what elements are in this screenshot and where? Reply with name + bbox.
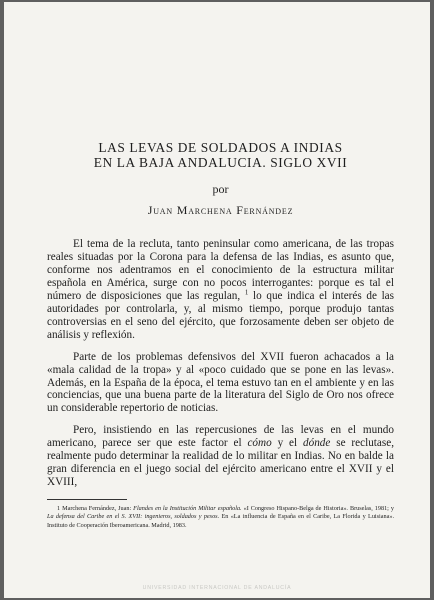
author-name: Juan Marchena Fernández [147, 203, 294, 217]
footnote-text-c: En «La influencia de España en el Caribe, La Florida y Luisiana». Instituto de Cooperación Iberoamericana. Madrid, 1983. [47, 513, 394, 529]
footnote-text-a: Marchena Fernández, Juan: [60, 505, 134, 513]
paragraph-1 [47, 238, 394, 342]
paragraph-2: Parte de los problemas defensivos del XVII fueron achacados a la «mala calidad de la tropa» y al «poco cuidado que se pone en las levas». Además, en la España de la época, el tema estuvo tan en el ambiente y en las conciencias, que una buena parte de la literatura del Siglo de Oro nos ofrece un considerable repertorio de noticias. [47, 350, 394, 415]
paragraph-3 [47, 424, 394, 489]
footnote-text-b: «I Congreso Hispano-Belga de Historia». Bruselas, 1981; y [241, 505, 394, 513]
footnote-number: 1 [57, 505, 61, 513]
article-title [47, 140, 394, 170]
byline-por: por [212, 182, 229, 196]
paragraph-1-text-b: lo que indica el interés de las autoridades por controlarla, y, al mismo tiempo, porque produjo tantas controversias en el seno del ejército, que forzosamente deben ser objeto de análisis y reflexión. [47, 289, 394, 341]
article-body [47, 140, 394, 530]
footnote-1 [47, 505, 394, 530]
footnote-divider [47, 499, 127, 500]
footnote-title-1: Flandes en la Institución Militar española. [133, 505, 242, 513]
paragraph-3-emphasis-donde: dónde [303, 437, 331, 450]
document-page [4, 2, 430, 598]
footnote-title-2: La defensa del Caribe en el S. XVII: ingenieros, soldados y pesos. [47, 513, 220, 521]
paragraph-1-text-a: El tema de la recluta, tanto peninsular como americana, de las tropas reales situadas por la Corona para la defensa de las Indias, es asunto que, conforme nos adentramos en el conocimiento de la estructura militar española en América, surge con no pocos interrogantes: porque es tal el número de disposiciones que las regulan, [47, 238, 394, 302]
body-text [47, 238, 394, 489]
paragraph-3-text-b: y el [271, 437, 304, 450]
library-watermark: UNIVERSIDAD INTERNACIONAL DE ANDALUCÍA [142, 585, 292, 591]
title-line-2: EN LA BAJA ANDALUCIA. SIGLO XVII [93, 155, 348, 170]
footnote-reference[interactable]: 1 [244, 288, 249, 297]
title-line-1: LAS LEVAS DE SOLDADOS A INDIAS [98, 140, 343, 155]
paragraph-3-text-c: se reclutase, realmente pudo determinar la realidad de lo militar en Indias. No en balde la gran diferencia en el juego social del ejército americano entre el XVII y el XVIII, [47, 437, 394, 489]
paragraph-3-text-a: Pero, insistiendo en las repercusiones de las levas en el mundo americano, parece ser que este factor el [47, 424, 394, 450]
paragraph-3-emphasis-como: cómo [247, 437, 272, 450]
